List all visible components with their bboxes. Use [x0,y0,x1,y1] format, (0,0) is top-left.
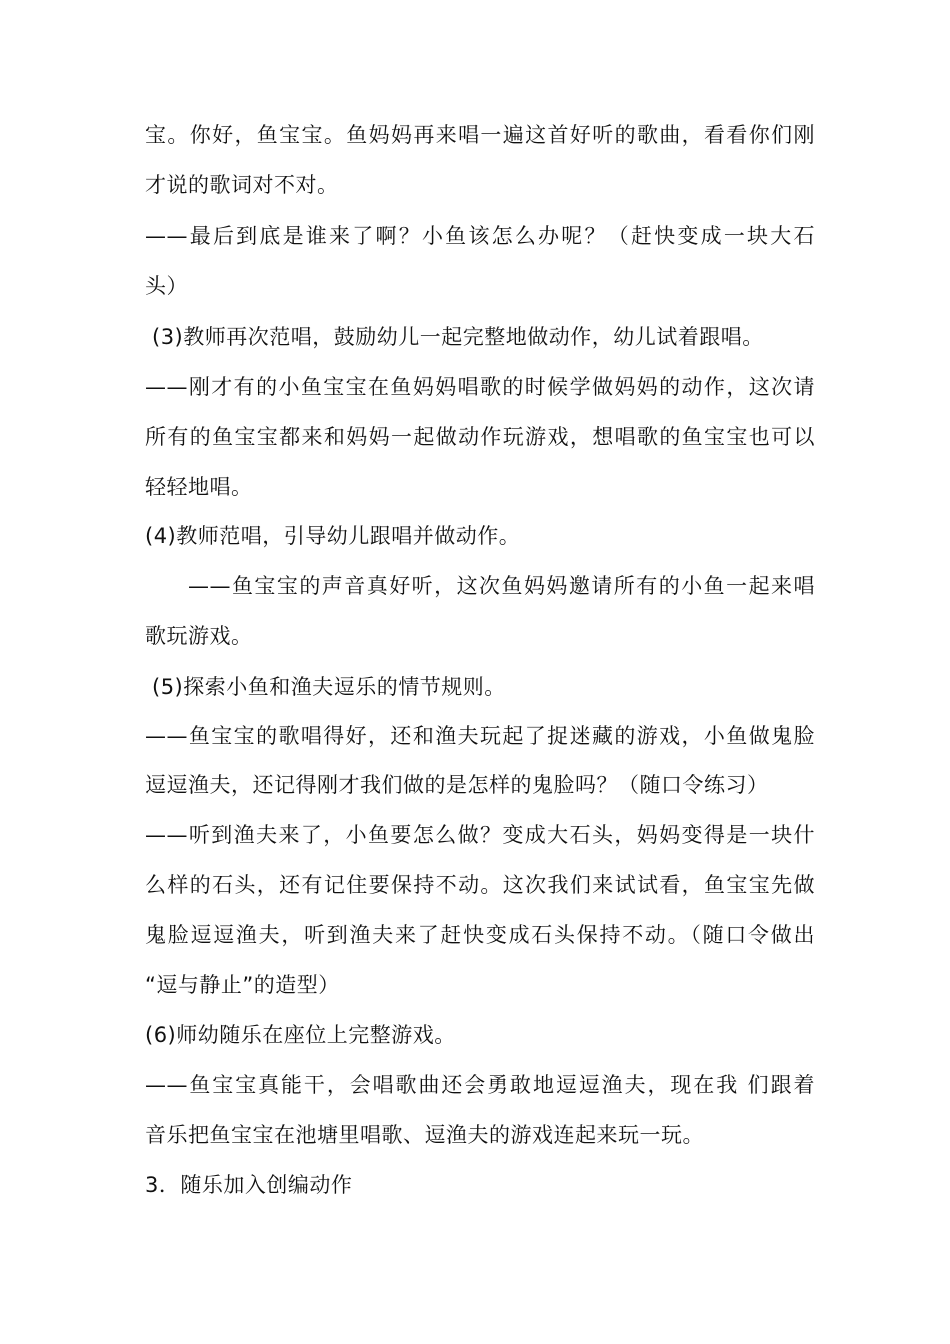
list-item-heading: (6)师幼随乐在座位上完整游戏。 [145,1023,456,1047]
text-line: ——最后到底是谁来了啊？小鱼该怎么办呢？（赶快变成一块大石 [145,224,815,248]
text-line: 轻轻地唱。 [145,475,253,499]
list-item-heading: (3)教师再次范唱，鼓励幼儿一起完整地做动作，幼儿试着跟唱。 [152,325,764,349]
list-item-heading: (4)教师范唱，引导幼儿跟唱并做动作。 [145,524,521,548]
text-line: 才说的歌词对不对。 [145,173,339,197]
text-line: 逗逗渔夫，还记得刚才我们做的是怎样的鬼脸吗？（随口令练习） [145,773,769,797]
text-line: 鬼脸逗逗渔夫，听到渔夫来了赶快变成石头保持不动。（随口令做出 [145,923,815,947]
text-line: ——听到渔夫来了，小鱼要怎么做？变成大石头，妈妈变得是一块什 [145,823,815,847]
text-line: 音乐把鱼宝宝在池塘里唱歌、逗渔夫的游戏连起来玩一玩。 [145,1123,704,1147]
text-line: ——鱼宝宝真能干，会唱歌曲还会勇敢地逗逗渔夫，现在我 们跟着 [145,1073,815,1097]
text-line: 所有的鱼宝宝都来和妈妈一起做动作玩游戏，想唱歌的鱼宝宝也可以 [145,425,815,449]
text-line: 宝。你好，鱼宝宝。鱼妈妈再来唱一遍这首好听的歌曲，看看你们刚 [145,123,815,147]
text-line: 歌玩游戏。 [145,624,253,648]
list-item-heading: (5)探索小鱼和渔夫逗乐的情节规则。 [152,675,506,699]
text-line: ——鱼宝宝的歌唱得好，还和渔夫玩起了捉迷藏的游戏，小鱼做鬼脸 [145,724,815,748]
text-line: ——鱼宝宝的声音真好听，这次鱼妈妈邀请所有的小鱼一起来唱 [188,574,815,598]
text-line: “逗与静止”的造型） [145,973,340,997]
text-line: 头） [145,274,188,298]
text-line: 么样的石头，还有记住要保持不动。这次我们来试试看，鱼宝宝先做 [145,873,815,897]
section-heading: 3．随乐加入创编动作 [145,1173,353,1197]
text-line: ——刚才有的小鱼宝宝在鱼妈妈唱歌的时候学做妈妈的动作，这次请 [145,375,815,399]
